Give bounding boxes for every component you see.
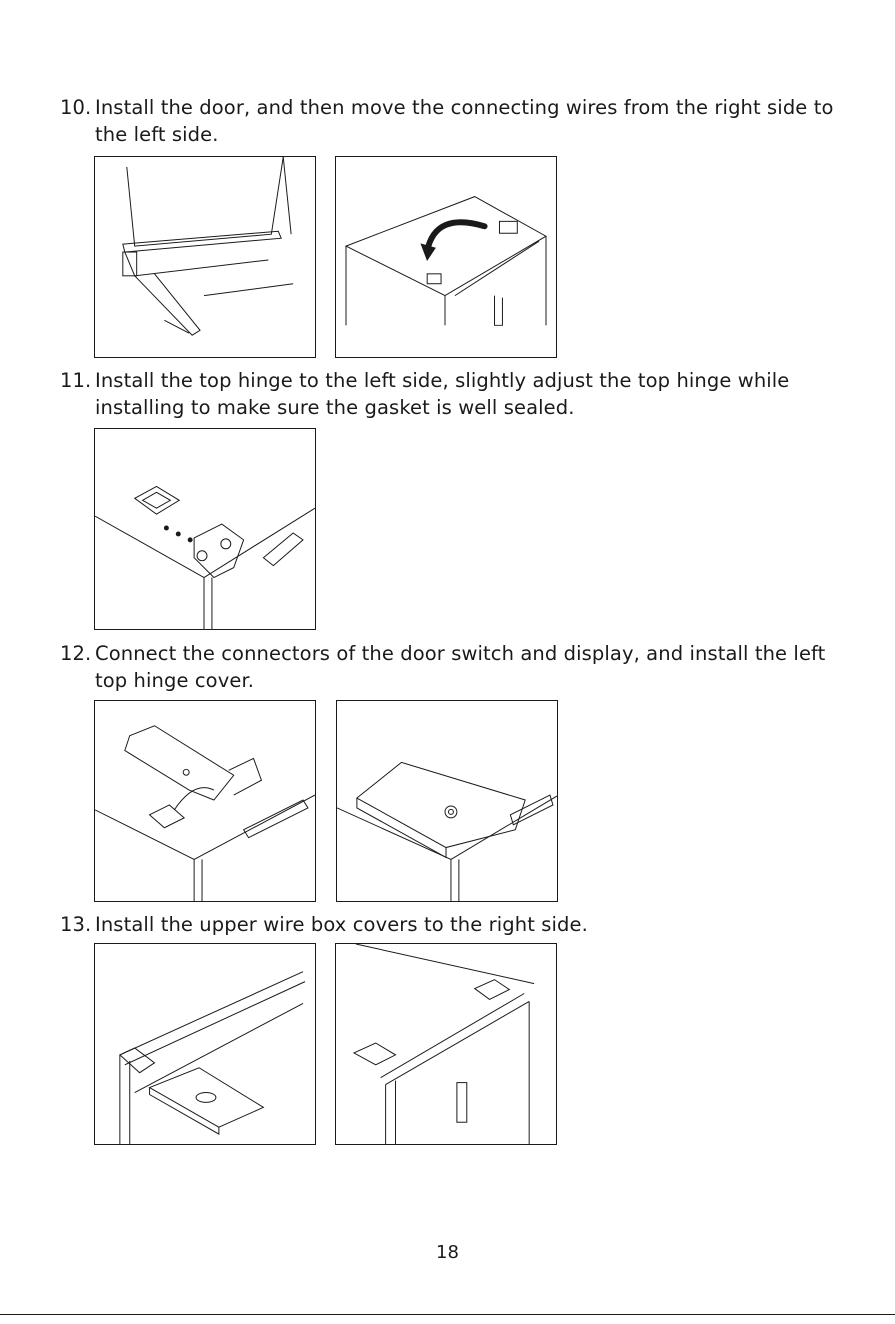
bottom-divider [0,1314,895,1315]
illustration-move-wires [335,156,557,358]
illustration-install-door [94,156,316,358]
step-text: Connect the connectors of the door switch and display, and install the left top hinge cover. [95,642,826,692]
step-number: 13. [60,913,92,936]
illustration-connectors [94,700,316,902]
step-number: 10. [60,96,92,119]
step-text: Install the top hinge to the left side, slightly adjust the top hinge while installing to make sure the gasket is well sealed. [95,369,790,419]
illustration-hinge-cover [336,700,558,902]
illustration-top-hinge [94,428,316,630]
illustration-wire-box-cover [94,943,316,1145]
page-number: 18 [436,1242,459,1263]
step-text: Install the door, and then move the connecting wires from the right side to the left side. [95,96,834,146]
step-text: Install the upper wire box covers to the right side. [95,913,588,936]
illustration-wire-box-right [335,943,557,1145]
step-number: 11. [60,369,92,392]
step-number: 12. [60,642,92,665]
